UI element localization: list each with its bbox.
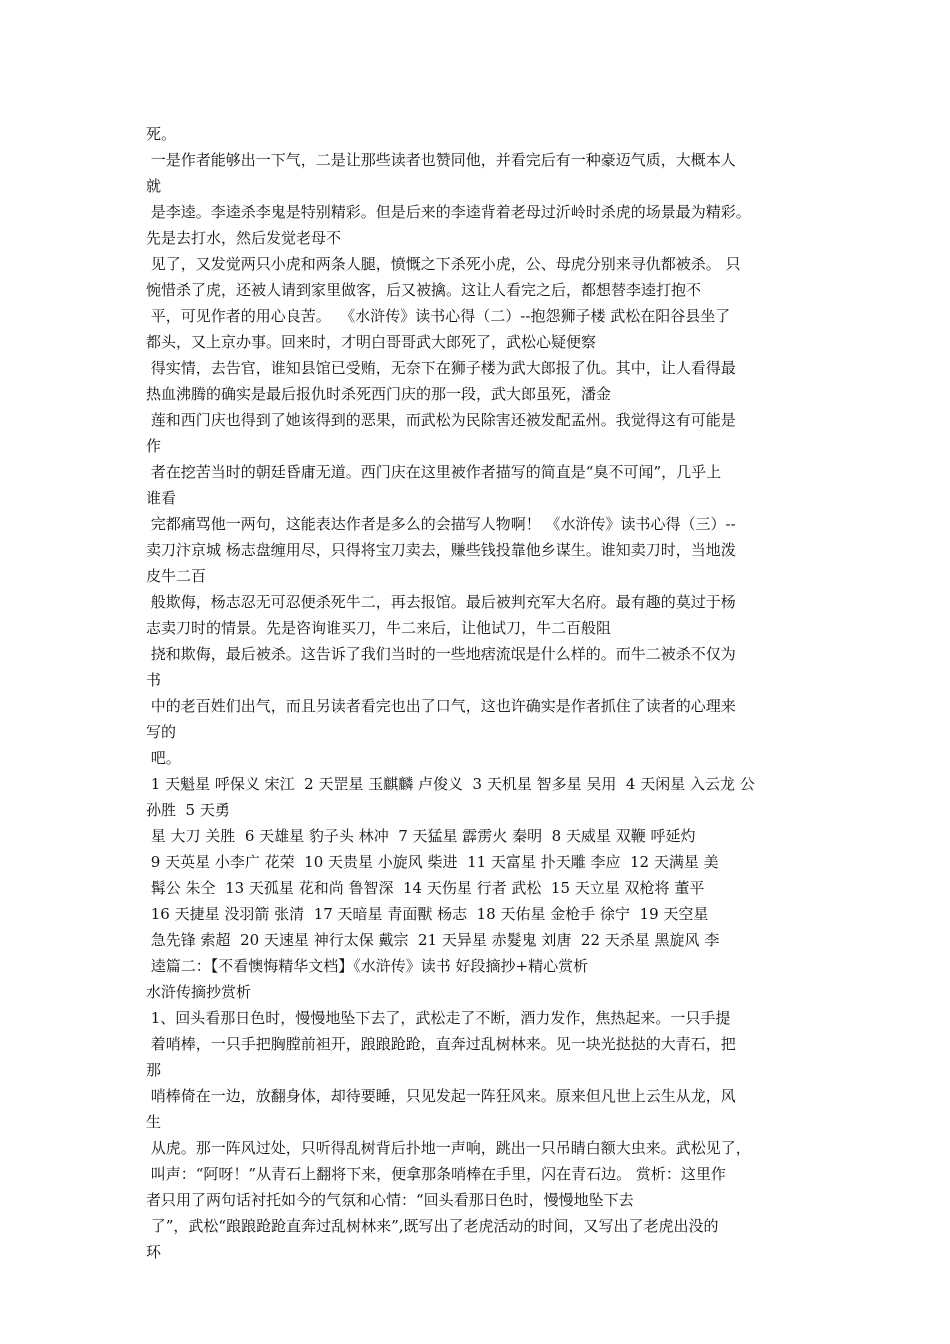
text-line: 吧。 <box>146 749 181 767</box>
text-line: 9 天英星 小李广 花荣 10 天贵星 小旋风 柴进 11 天富星 扑天雕 李应 12 天满星 美 <box>146 853 719 871</box>
text-line: 莲和西门庆也得到了她该得到的恶果，而武松为民除害还被发配孟州。我觉得这有可能是 <box>146 411 736 429</box>
text-line: 逵篇二：【不看懊悔精华文档】《水浒传》读书 好段摘抄+精心赏析 <box>146 957 589 975</box>
text-line: 完都痛骂他一两句，这能表达作者是多么的会描写人物啊！ 《水浒传》读书心得（三）-- <box>146 515 736 533</box>
text-line: 16 天捷星 没羽箭 张清 17 天暗星 青面獸 杨志 18 天佑星 金枪手 徐宁 19 天空星 <box>146 905 709 923</box>
text-line: 谁看 <box>146 489 177 507</box>
text-line: 那 <box>146 1061 162 1079</box>
text-line: 髯公 朱仝 13 天孤星 花和尚 鲁智深 14 天伤星 行者 武松 15 天立星 双枪将 董平 <box>146 879 705 897</box>
text-line: 了”，武松“踉踉跄跄直奔过乱树林来”,既写出了老虎活动的时间，又写出了老虎出没的 <box>146 1217 719 1235</box>
text-line: 志卖刀时的情景。先是咨询谁买刀，牛二来后，让他试刀，牛二百般阻 <box>146 619 612 637</box>
text-line: 般欺侮，杨志忍无可忍便杀死牛二，再去报馆。最后被判充军大名府。最有趣的莫过于杨 <box>146 593 736 611</box>
text-line: 一是作者能够出一下气，二是让那些读者也赞同他，并看完后有一种豪迈气质，大概本人 <box>146 151 736 169</box>
text-line: 者在挖苦当时的朝廷昏庸无道。西门庆在这里被作者描写的简直是“臭不可闻”，几乎上 <box>146 463 722 481</box>
text-line: 孙胜 5 天勇 <box>146 801 230 819</box>
text-line: 星 大刀 关胜 6 天雄星 豹子头 林冲 7 天猛星 霹雳火 秦明 8 天威星 双鞭 呼延灼 <box>146 827 696 845</box>
text-line: 急先锋 索超 20 天速星 神行太保 戴宗 21 天异星 赤髮鬼 刘唐 22 天杀星 黑旋风 李 <box>146 931 720 949</box>
text-line: 皮牛二百 <box>146 567 207 585</box>
text-line: 生 <box>146 1113 162 1131</box>
text-line: 都头，又上京办事。回来时，才明白哥哥武大郎死了，武松心疑便察 <box>146 333 597 351</box>
text-line: 平，可见作者的用心良苦。 《水浒传》读书心得（二）--抱怨狮子楼 武松在阳谷县坐了 <box>146 307 731 325</box>
text-line: 挠和欺侮，最后被杀。这告诉了我们当时的一些地痞流氓是什么样的。而牛二被杀不仅为 <box>146 645 736 663</box>
text-line: 写的 <box>146 723 177 741</box>
text-line: 作 <box>146 437 162 455</box>
text-line: 见了，又发觉两只小虎和两条人腿，愤慨之下杀死小虎，公、母虎分别来寻仇都被杀。 只 <box>146 255 741 273</box>
text-line: 叫声：“阿呀！”从青石上翻将下来，便拿那条哨棒在手里，闪在青石边。 赏析：这里作 <box>146 1165 726 1183</box>
text-line: 中的老百姓们出气，而且另读者看完也出了口气，这也许确实是作者抓住了读者的心理来 <box>146 697 736 715</box>
text-line: 是李逵。李逵杀李鬼是特别精彩。但是后来的李逵背着老母过沂岭时杀虎的场景最为精彩。 <box>146 203 751 221</box>
text-line: 死。 <box>146 125 177 143</box>
text-line: 得实情，去告官，谁知县馆已受贿，无奈下在狮子楼为武大郎报了仇。其中，让人看得最 <box>146 359 736 377</box>
text-line: 惋惜杀了虎，还被人请到家里做客，后又被擒。这让人看完之后，都想替李逵打抱不 <box>146 281 702 299</box>
text-line: 环 <box>146 1243 162 1261</box>
text-line: 从虎。那一阵风过处，只听得乱树背后扑地一声响，跳出一只吊睛白额大虫来。武松见了， <box>146 1139 751 1157</box>
text-line: 先是去打水，然后发觉老母不 <box>146 229 342 247</box>
text-line: 书 <box>146 671 162 689</box>
text-line: 者只用了两句话衬托如今的气氛和心情：“回头看那日色时，慢慢地坠下去 <box>146 1191 634 1209</box>
text-line: 哨棒倚在一边，放翻身体，却待要睡，只见发起一阵狂风来。原来但凡世上云生从龙，风 <box>146 1087 736 1105</box>
text-line: 水浒传摘抄赏析 <box>146 983 252 1001</box>
text-line: 卖刀汴京城 杨志盘缠用尽，只得将宝刀卖去，赚些钱投靠他乡谋生。谁知卖刀时，当地泼 <box>146 541 736 559</box>
text-line: 1 天魁星 呼保义 宋江 2 天罡星 玉麒麟 卢俊义 3 天机星 智多星 吴用 4 天闲星 入云龙 公 <box>146 775 755 793</box>
text-line: 就 <box>146 177 162 195</box>
document-page <box>146 121 814 1265</box>
text-line: 着哨棒，一只手把胸膛前袒开，踉踉跄跄，直奔过乱树林来。见一块光挞挞的大青石，把 <box>146 1035 736 1053</box>
text-line: 1、回头看那日色时，慢慢地坠下去了，武松走了不断，酒力发作，焦热起来。一只手提 <box>146 1009 731 1027</box>
text-line: 热血沸腾的确实是最后报仇时杀死西门庆的那一段，武大郎虽死，潘金 <box>146 385 612 403</box>
